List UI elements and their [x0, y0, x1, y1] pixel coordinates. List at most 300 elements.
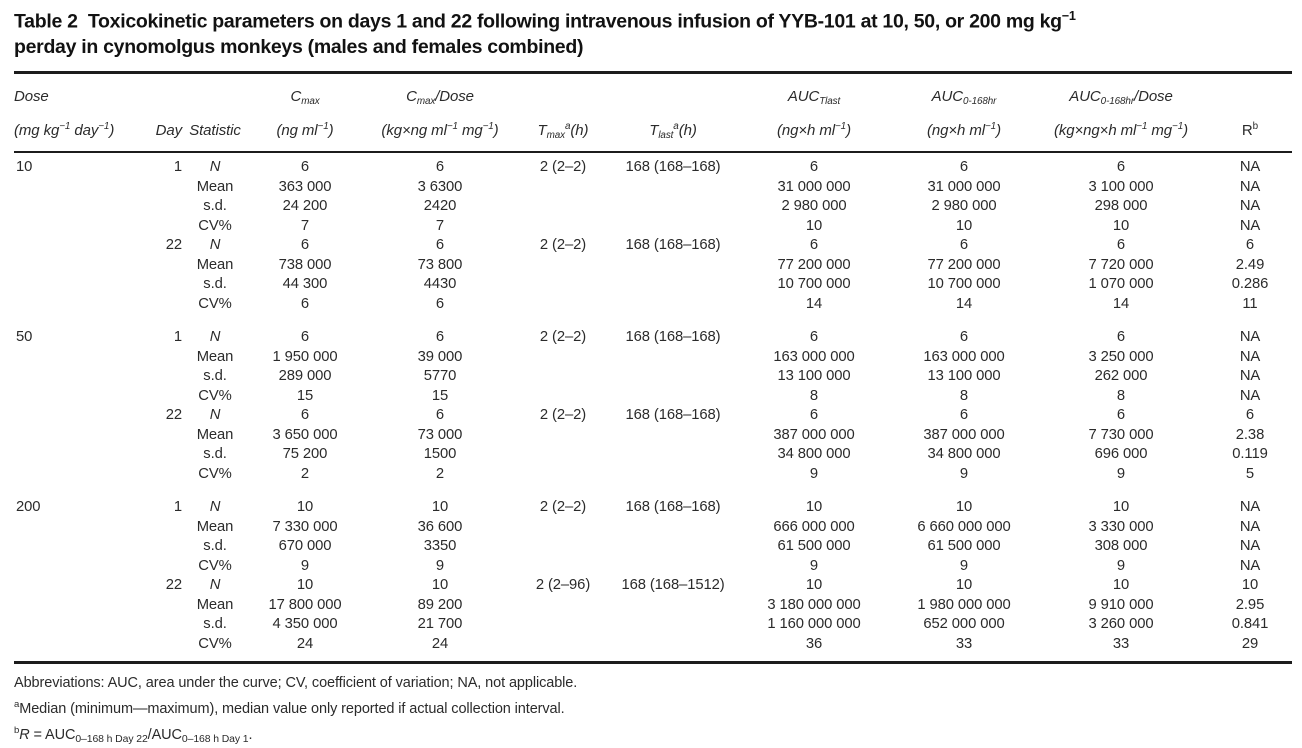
footnote: $^bR = AUC_{0-168 h Day 22}/AUC_{0-168 h Day 1}$.: [14, 725, 253, 745]
cell-tmax: [514, 596, 612, 616]
cell-auc_0_168_dose: 3 100 000: [1088, 178, 1154, 195]
cell-auc_0_168: 6: [959, 237, 969, 254]
cell-auc_0_168: 1 980 000 000: [917, 596, 1011, 613]
cell-tmax: [514, 557, 612, 577]
column-header-r: $R^b$: [1208, 73, 1292, 153]
cell-day: 22: [165, 237, 182, 254]
table-row: [14, 152, 1292, 178]
table-row: [14, 445, 1292, 465]
cell-auc_0_168: 10: [955, 217, 973, 234]
cell-auc_0_168_dose: 9 910 000: [1088, 596, 1154, 613]
cell-auc_0_168: 77 200 000: [927, 256, 1001, 273]
cell-tmax: [514, 537, 612, 557]
cell-statistic: N: [209, 499, 221, 516]
cell-dose: [14, 256, 134, 276]
cell-dose: [14, 518, 134, 538]
cell-cmax: 15: [296, 387, 314, 404]
cell-day: [134, 557, 186, 577]
cell-auc_tlast: 10: [805, 217, 823, 234]
table-row: [14, 426, 1292, 446]
cell-day: [134, 217, 186, 237]
table-row: [14, 635, 1292, 663]
cell-cmax_dose: 6: [435, 329, 445, 346]
cell-statistic: s.d.: [203, 538, 227, 555]
cell-tlast: [612, 615, 734, 635]
cell-auc_tlast: 34 800 000: [777, 446, 851, 463]
cell-statistic: s.d.: [203, 368, 227, 385]
cell-cmax_dose: 89 200: [417, 596, 463, 613]
cell-tlast: 168 (168–168): [625, 159, 721, 176]
cell-tlast: [612, 348, 734, 368]
column-header-tlast: $T_{last}^a(h)$: [612, 73, 734, 153]
cell-dose: [14, 615, 134, 635]
toxicokinetic-table: [14, 71, 1292, 664]
cell-auc_0_168_dose: 696 000: [1094, 446, 1148, 463]
cell-tlast: [612, 445, 734, 465]
cell-dose: [14, 236, 134, 256]
cell-dose: [14, 635, 134, 663]
cell-r: NA: [1239, 518, 1261, 535]
cell-r: 11: [1242, 295, 1258, 312]
cell-auc_0_168_dose: 33: [1112, 635, 1130, 652]
cell-auc_tlast: 6: [809, 159, 819, 176]
cell-r: 6: [1245, 237, 1255, 254]
cell-auc_0_168: 652 000 000: [923, 616, 1005, 633]
cell-tlast: 168 (168–168): [625, 499, 721, 516]
cell-auc_0_168_dose: 1 070 000: [1088, 276, 1154, 293]
cell-auc_0_168_dose: 6: [1116, 329, 1126, 346]
cell-dose: [14, 596, 134, 616]
table-row: [14, 596, 1292, 616]
cell-cmax: 6: [300, 329, 310, 346]
cell-auc_0_168_dose: 7 720 000: [1088, 256, 1154, 273]
cell-auc_tlast: 9: [809, 557, 819, 574]
cell-tlast: [612, 537, 734, 557]
cell-auc_0_168_dose: 3 330 000: [1088, 518, 1154, 535]
table-row: [14, 484, 1292, 518]
cell-cmax_dose: 10: [431, 499, 449, 516]
column-header-auc_tlast: $AUC_{Tlast}$ (ng×h $ml^{-1}$): [734, 73, 894, 153]
cell-day: 1: [173, 499, 182, 516]
cell-r: 29: [1241, 635, 1259, 652]
cell-auc_0_168: 10: [955, 499, 973, 516]
cell-cmax_dose: 4430: [423, 276, 457, 293]
footnote: $^a$Median (minimum—maximum), median value only reported if actual collection interval.: [14, 699, 565, 718]
cell-tmax: [514, 178, 612, 198]
cell-auc_0_168: 6: [959, 159, 969, 176]
cell-cmax: 363 000: [278, 178, 332, 195]
cell-cmax_dose: 6: [435, 159, 445, 176]
cell-day: [134, 387, 186, 407]
cell-statistic: N: [209, 577, 221, 594]
cell-tmax: [514, 445, 612, 465]
cell-day: [134, 348, 186, 368]
cell-cmax: 6: [300, 407, 310, 424]
cell-auc_tlast: 61 500 000: [777, 538, 851, 555]
cell-r: NA: [1239, 178, 1261, 195]
cell-statistic: s.d.: [203, 198, 227, 215]
header-row: [14, 73, 1292, 153]
cell-tmax: [514, 465, 612, 485]
cell-tmax: [514, 426, 612, 446]
cell-tmax: 2 (2–96): [535, 577, 591, 594]
cell-day: 1: [173, 329, 182, 346]
cell-cmax_dose: 5770: [423, 368, 457, 385]
cell-auc_0_168_dose: 9: [1116, 465, 1126, 482]
cell-cmax_dose: 39 000: [417, 348, 463, 365]
cell-tmax: 2 (2–2): [539, 407, 587, 424]
cell-cmax: 6: [300, 237, 310, 254]
cell-day: [134, 256, 186, 276]
cell-day: [134, 596, 186, 616]
cell-statistic: CV%: [198, 387, 232, 404]
cell-dose: [14, 295, 134, 315]
footnotes: [14, 672, 1288, 748]
cell-tmax: [514, 217, 612, 237]
cell-r: NA: [1239, 368, 1261, 385]
cell-cmax: 10: [296, 577, 314, 594]
cell-r: NA: [1239, 538, 1261, 555]
cell-statistic: CV%: [198, 295, 232, 312]
cell-cmax: 2: [300, 465, 310, 482]
cell-day: [134, 275, 186, 295]
table-row: [14, 406, 1292, 426]
cell-tmax: [514, 256, 612, 276]
cell-auc_0_168: 8: [959, 387, 969, 404]
cell-auc_tlast: 10 700 000: [777, 276, 851, 293]
cell-statistic: Mean: [196, 596, 234, 613]
cell-r: 2.95: [1235, 596, 1265, 613]
cell-r: 2.38: [1235, 426, 1265, 443]
cell-auc_tlast: 10: [805, 499, 823, 516]
cell-r: 0.286: [1231, 276, 1269, 293]
table-row: [14, 217, 1292, 237]
cell-tlast: [612, 275, 734, 295]
cell-statistic: Mean: [196, 348, 234, 365]
cell-statistic: CV%: [198, 635, 232, 652]
cell-auc_0_168: 2 980 000: [931, 198, 997, 215]
cell-cmax_dose: 15: [431, 387, 449, 404]
cell-tmax: [514, 197, 612, 217]
cell-dose: [14, 387, 134, 407]
cell-auc_0_168: 6: [959, 407, 969, 424]
cell-cmax_dose: 7: [435, 217, 445, 234]
cell-auc_tlast: 31 000 000: [777, 178, 851, 195]
cell-auc_tlast: 9: [809, 465, 819, 482]
cell-auc_tlast: 6: [809, 329, 819, 346]
cell-cmax: 6: [300, 295, 310, 312]
cell-r: NA: [1239, 499, 1261, 516]
cell-statistic: CV%: [198, 557, 232, 574]
cell-tmax: [514, 295, 612, 315]
table-row: [14, 275, 1292, 295]
cell-auc_0_168_dose: 308 000: [1094, 538, 1148, 555]
cell-dose: [14, 406, 134, 426]
cell-auc_0_168: 34 800 000: [927, 446, 1001, 463]
cell-day: [134, 197, 186, 217]
cell-tlast: [612, 178, 734, 198]
cell-r: 2.49: [1235, 256, 1265, 273]
cell-tlast: [612, 596, 734, 616]
cell-dose: 50: [16, 329, 33, 346]
table-title: Table 2 Toxicokinetic parameters on days 1 and 22 following intravenous infusion of YYB-101 at 10, 50, or 200 mg $kg^{-1}$ perday in cynomolgus monkeys (males and females combined): [14, 9, 1076, 58]
cell-cmax: 10: [296, 499, 314, 516]
cell-cmax: 9: [300, 557, 310, 574]
cell-cmax_dose: 9: [435, 557, 445, 574]
cell-auc_0_168_dose: 6: [1116, 159, 1126, 176]
table-row: [14, 557, 1292, 577]
cell-tlast: [612, 217, 734, 237]
cell-tlast: [612, 557, 734, 577]
cell-dose: [14, 576, 134, 596]
table-row: [14, 615, 1292, 635]
cell-cmax_dose: 6: [435, 295, 445, 312]
cell-statistic: Mean: [196, 426, 234, 443]
cell-auc_0_168: 14: [955, 295, 973, 312]
cell-cmax_dose: 1500: [423, 446, 457, 463]
cell-tlast: 168 (168–168): [625, 237, 721, 254]
cell-tlast: [612, 635, 734, 663]
cell-auc_0_168_dose: 3 250 000: [1088, 348, 1154, 365]
table-header: [14, 73, 1292, 153]
cell-day: 1: [173, 159, 182, 176]
cell-statistic: Mean: [196, 256, 234, 273]
cell-cmax_dose: 73 000: [417, 426, 463, 443]
cell-tmax: 2 (2–2): [539, 499, 587, 516]
cell-statistic: Mean: [196, 518, 234, 535]
cell-tmax: [514, 387, 612, 407]
cell-r: NA: [1239, 387, 1261, 404]
cell-r: NA: [1239, 329, 1261, 346]
cell-cmax: 75 200: [282, 446, 328, 463]
cell-auc_0_168: 31 000 000: [927, 178, 1001, 195]
cell-dose: [14, 367, 134, 387]
column-header-day: Day: [134, 73, 186, 153]
cell-r: 5: [1245, 465, 1255, 482]
table-row: [14, 236, 1292, 256]
cell-cmax: 1 950 000: [272, 348, 338, 365]
column-header-auc_0_168: $AUC_{0-168hr}$ (ng×h $ml^{-1}$): [894, 73, 1034, 153]
cell-day: [134, 295, 186, 315]
cell-r: 0.119: [1232, 446, 1268, 463]
cell-auc_tlast: 163 000 000: [773, 348, 855, 365]
column-header-auc_0_168_dose: $AUC_{0-168hr}$/Dose (kg×ng×h $ml^{-1}$ $mg^{-1}$): [1034, 73, 1208, 153]
cell-auc_tlast: 3 180 000 000: [767, 596, 861, 613]
cell-tmax: 2 (2–2): [539, 159, 587, 176]
cell-dose: [14, 426, 134, 446]
cell-cmax: 670 000: [278, 538, 332, 555]
cell-cmax: 6: [300, 159, 310, 176]
cell-r: NA: [1239, 198, 1261, 215]
cell-cmax: 24 200: [282, 198, 328, 215]
table-row: [14, 518, 1292, 538]
cell-statistic: N: [209, 159, 221, 176]
cell-cmax_dose: 36 600: [417, 518, 463, 535]
cell-cmax_dose: 3 6300: [417, 178, 463, 195]
cell-cmax_dose: 6: [435, 407, 445, 424]
cell-auc_0_168_dose: 262 000: [1094, 368, 1148, 385]
cell-statistic: N: [209, 237, 221, 254]
cell-tlast: [612, 256, 734, 276]
cell-tlast: 168 (168–1512): [621, 577, 725, 594]
cell-cmax: 7: [300, 217, 310, 234]
cell-statistic: N: [209, 407, 221, 424]
cell-tlast: [612, 367, 734, 387]
cell-dose: 200: [16, 499, 41, 516]
cell-auc_0_168_dose: 7 730 000: [1088, 426, 1154, 443]
cell-auc_tlast: 10: [805, 577, 823, 594]
cell-tmax: [514, 275, 612, 295]
cell-auc_tlast: 666 000 000: [773, 518, 855, 535]
cell-statistic: s.d.: [203, 446, 227, 463]
cell-auc_0_168: 10: [955, 577, 973, 594]
table-row: [14, 465, 1292, 485]
cell-cmax: 17 800 000: [268, 596, 342, 613]
cell-auc_tlast: 8: [809, 387, 819, 404]
cell-auc_tlast: 6: [809, 407, 819, 424]
cell-auc_0_168_dose: 9: [1116, 557, 1126, 574]
cell-cmax_dose: 3350: [423, 538, 457, 555]
cell-dose: 10: [16, 159, 33, 176]
cell-auc_tlast: 13 100 000: [777, 368, 851, 385]
cell-auc_tlast: 387 000 000: [773, 426, 855, 443]
cell-cmax_dose: 24: [431, 635, 449, 652]
cell-auc_0_168: 387 000 000: [923, 426, 1005, 443]
table-row: [14, 348, 1292, 368]
cell-statistic: N: [209, 329, 221, 346]
cell-dose: [14, 348, 134, 368]
cell-cmax: 738 000: [278, 256, 332, 273]
cell-r: NA: [1239, 217, 1261, 234]
cell-tlast: [612, 465, 734, 485]
cell-tmax: [514, 635, 612, 663]
cell-auc_0_168: 163 000 000: [923, 348, 1005, 365]
cell-r: 6: [1245, 407, 1255, 424]
cell-auc_0_168_dose: 14: [1112, 295, 1130, 312]
cell-auc_0_168_dose: 6: [1116, 407, 1126, 424]
cell-dose: [14, 537, 134, 557]
cell-tlast: [612, 197, 734, 217]
cell-tmax: [514, 348, 612, 368]
table-row: [14, 197, 1292, 217]
cell-day: [134, 615, 186, 635]
cell-statistic: s.d.: [203, 276, 227, 293]
cell-tlast: [612, 426, 734, 446]
cell-auc_0_168_dose: 10: [1112, 217, 1130, 234]
cell-r: 0.841: [1231, 616, 1269, 633]
cell-auc_0_168: 6 660 000 000: [917, 518, 1011, 535]
cell-day: [134, 426, 186, 446]
cell-tlast: [612, 387, 734, 407]
column-header-dose: Dose (mg $kg^{-1}$ day$^{-1}$): [14, 73, 134, 153]
cell-auc_tlast: 6: [809, 237, 819, 254]
column-header-cmax: $C_{max}$ (ng $ml^{-1}$): [244, 73, 366, 153]
cell-dose: [14, 557, 134, 577]
cell-dose: [14, 445, 134, 465]
cell-dose: [14, 217, 134, 237]
cell-tmax: [514, 518, 612, 538]
cell-tlast: 168 (168–168): [625, 329, 721, 346]
cell-auc_tlast: 77 200 000: [777, 256, 851, 273]
cell-day: 22: [165, 577, 182, 594]
cell-r: NA: [1239, 348, 1261, 365]
cell-dose: [14, 275, 134, 295]
cell-auc_0_168: 6: [959, 329, 969, 346]
cell-cmax: 289 000: [278, 368, 332, 385]
cell-cmax: 4 350 000: [272, 616, 338, 633]
cell-r: NA: [1239, 159, 1261, 176]
cell-r: 10: [1241, 577, 1259, 594]
cell-tmax: [514, 367, 612, 387]
cell-statistic: Mean: [196, 178, 234, 195]
cell-auc_0_168: 9: [959, 557, 969, 574]
cell-cmax_dose: 73 800: [417, 256, 463, 273]
cell-statistic: CV%: [198, 465, 232, 482]
table-row: [14, 537, 1292, 557]
cell-auc_0_168: 13 100 000: [927, 368, 1001, 385]
column-header-statistic: Statistic: [186, 73, 244, 153]
cell-cmax: 24: [296, 635, 314, 652]
cell-statistic: CV%: [198, 217, 232, 234]
cell-dose: [14, 178, 134, 198]
cell-auc_0_168_dose: 298 000: [1094, 198, 1148, 215]
column-header-tmax: $T_{max}^a(h)$: [514, 73, 612, 153]
cell-auc_tlast: 14: [805, 295, 823, 312]
cell-auc_0_168: 10 700 000: [927, 276, 1001, 293]
cell-tlast: [612, 295, 734, 315]
cell-auc_tlast: 2 980 000: [781, 198, 847, 215]
cell-auc_tlast: 1 160 000 000: [767, 616, 861, 633]
cell-cmax: 44 300: [282, 276, 328, 293]
cell-tmax: [514, 615, 612, 635]
cell-day: [134, 178, 186, 198]
cell-auc_0_168_dose: 3 260 000: [1088, 616, 1154, 633]
column-header-cmax_dose: $C_{max}$/Dose (kg×ng $ml^{-1}$ $mg^{-1}$): [366, 73, 514, 153]
table-row: [14, 367, 1292, 387]
cell-cmax_dose: 6: [435, 237, 445, 254]
cell-day: [134, 465, 186, 485]
cell-auc_0_168: 61 500 000: [927, 538, 1001, 555]
table-row: [14, 178, 1292, 198]
cell-auc_tlast: 36: [805, 635, 823, 652]
table-row: [14, 314, 1292, 348]
cell-auc_0_168_dose: 10: [1112, 499, 1130, 516]
table-row: [14, 295, 1292, 315]
cell-auc_0_168_dose: 10: [1112, 577, 1130, 594]
table-body: [14, 152, 1292, 663]
cell-dose: [14, 465, 134, 485]
cell-cmax: 3 650 000: [272, 426, 338, 443]
cell-tmax: 2 (2–2): [539, 237, 587, 254]
cell-auc_0_168: 33: [955, 635, 973, 652]
cell-r: NA: [1239, 557, 1261, 574]
cell-statistic: s.d.: [203, 616, 227, 633]
cell-tmax: 2 (2–2): [539, 329, 587, 346]
cell-tlast: [612, 518, 734, 538]
table-row: [14, 387, 1292, 407]
cell-day: [134, 518, 186, 538]
cell-auc_0_168: 9: [959, 465, 969, 482]
cell-auc_0_168_dose: 8: [1116, 387, 1126, 404]
cell-day: [134, 367, 186, 387]
cell-dose: [14, 197, 134, 217]
cell-cmax_dose: 21 700: [417, 616, 463, 633]
cell-cmax: 7 330 000: [272, 518, 338, 535]
cell-day: 22: [165, 407, 182, 424]
cell-day: [134, 537, 186, 557]
cell-auc_0_168_dose: 6: [1116, 237, 1126, 254]
cell-cmax_dose: 2: [435, 465, 445, 482]
